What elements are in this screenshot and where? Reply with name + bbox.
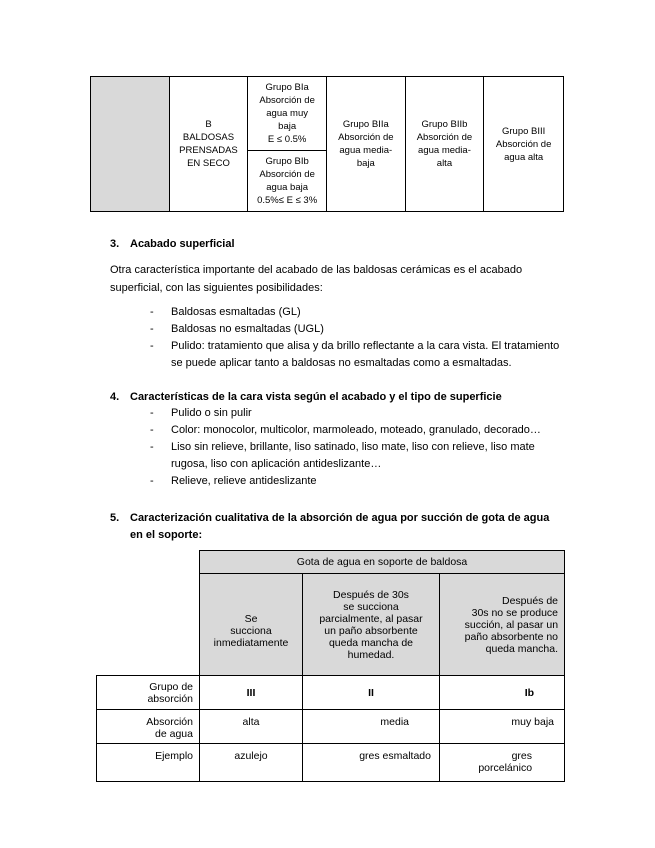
blank-corner-cell — [97, 551, 200, 676]
list-item: - Baldosas no esmaltadas (UGL) — [150, 321, 562, 338]
group-bia-cell: Grupo BIa Absorción de agua muy baja E ≤ 0.5% — [248, 77, 327, 151]
column-header-none: Después de 30s no se produce succión, al pasar un paño absorbente no queda mancha. — [440, 574, 565, 676]
table-cell: gres esmaltado — [303, 744, 440, 782]
group-biii-cell: Grupo BIII Absorción de agua alta — [484, 77, 564, 212]
table-cell: II — [303, 676, 440, 710]
table-cell: media — [303, 710, 440, 744]
table-cell: muy baja — [440, 710, 565, 744]
list-item: - Color: monocolor, multicolor, marmoleado, moteado, granulado, decorado… — [150, 422, 562, 439]
b-pressed-tiles-cell: B BALDOSAS PRENSADAS EN SECO — [169, 77, 248, 212]
group-bib-cell: Grupo BIb Absorción de agua baja 0.5%≤ E ≤ 3% — [248, 151, 327, 212]
row-label-example: Ejemplo — [97, 744, 200, 782]
section-3-paragraph: Otra característica importante del acabado de las baldosas cerámicas es el acabado superficial, con las siguientes posibilidades: — [110, 264, 523, 294]
row-label-group: Grupo de absorción — [97, 676, 200, 710]
list-item: - Liso sin relieve, brillante, liso satinado, liso mate, liso con relieve, liso mate rugosa, liso con aplicación antideslizante… — [150, 439, 562, 473]
section-3-list — [150, 304, 562, 372]
table-cell: III — [200, 676, 303, 710]
table-header: Gota de agua en soporte de baldosa — [200, 551, 565, 574]
water-drop-absorption-table — [96, 550, 565, 782]
section-4-heading: 4. Características de la cara vista según el acabado y el tipo de superficie — [110, 391, 502, 403]
section-5-heading: 5. Caracterización cualitativa de la absorción de agua por succión de gota de agua en el soporte: — [110, 512, 550, 541]
section-3-heading: 3. Acabado superficial — [110, 238, 235, 250]
list-item: - Relieve, relieve antideslizante — [150, 473, 562, 490]
column-header-partial: Después de 30s se succiona parcialmente, al pasar un paño absorbente queda mancha de humedad. — [303, 574, 440, 676]
section-4-list — [150, 405, 562, 490]
table-cell: Ib — [440, 676, 565, 710]
group-biia-cell: Grupo BIIa Absorción de agua media- baja — [326, 77, 405, 212]
list-item: - Baldosas esmaltadas (GL) — [150, 304, 562, 321]
table-cell: azulejo — [200, 744, 303, 782]
row-label-absorption: Absorción de agua — [97, 710, 200, 744]
list-item: - Pulido: tratamiento que alisa y da brillo reflectante a la cara vista. El tratamiento se puede aplicar tanto a baldosas no esmaltadas como a esmaltadas. — [150, 338, 562, 372]
table-cell: gres porcelánico — [440, 744, 565, 782]
absorption-groups-table — [90, 76, 564, 212]
table-cell: alta — [200, 710, 303, 744]
blank-gray-cell — [91, 77, 170, 212]
column-header-immediate: Se succiona inmediatamente — [200, 574, 303, 676]
group-biib-cell: Grupo BIIb Absorción de agua media- alta — [405, 77, 484, 212]
list-item: - Pulido o sin pulir — [150, 405, 562, 422]
